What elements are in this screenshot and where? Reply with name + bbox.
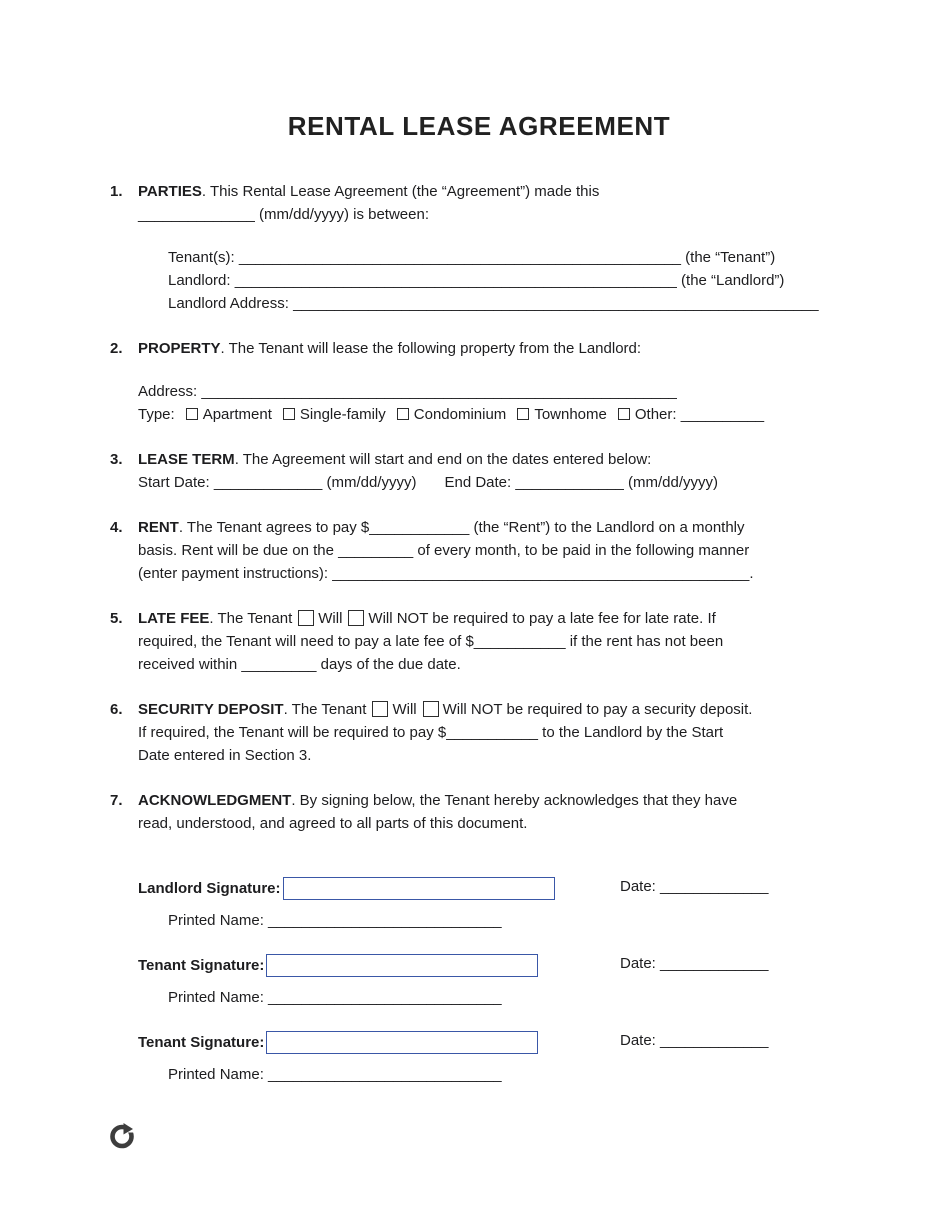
document-title: RENTAL LEASE AGREEMENT xyxy=(287,111,671,141)
apartment-checkbox[interactable] xyxy=(186,408,198,420)
security-deposit-line-3: Date entered in Section 3. xyxy=(138,747,312,764)
parties-fields xyxy=(168,246,848,315)
apartment-option xyxy=(186,406,272,423)
property-type-label: Type: xyxy=(138,406,175,423)
late-fee-will-checkbox[interactable] xyxy=(298,610,314,626)
parties-date-blank-line: ______________ (mm/dd/yyyy) is between: xyxy=(138,206,430,223)
landlord-signature-group xyxy=(138,876,848,932)
tenant-signature-label-2: Tenant Signature: xyxy=(138,1033,265,1051)
other-checkbox[interactable] xyxy=(618,408,630,420)
tenant-signature-label-1: Tenant Signature: xyxy=(138,956,265,974)
security-deposit-will-not-checkbox[interactable] xyxy=(423,701,439,717)
landlord-signature-date: Date: _____________ xyxy=(620,878,769,895)
late-fee-line-2: required, the Tenant will need to pay a late fee of $___________ if the rent has not been xyxy=(138,633,724,650)
section-rent xyxy=(110,516,848,585)
townhome-label: Townhome xyxy=(534,406,607,423)
signature-block xyxy=(138,876,848,1086)
condominium-checkbox[interactable] xyxy=(397,408,409,420)
acknowledgment-line-1 xyxy=(138,789,848,812)
tenant-name-line: Tenant(s): _____________________________________________________ (the “Tenant”) xyxy=(168,249,776,266)
rent-line-3: (enter payment instructions): __________________________________________________. xyxy=(138,565,754,582)
tenant-signature-date-1: Date: _____________ xyxy=(620,955,769,972)
acknowledgment-number: 7. xyxy=(110,792,123,809)
rent-heading: RENT xyxy=(138,519,179,536)
lease-term-number: 3. xyxy=(110,451,123,468)
other-option xyxy=(618,406,764,423)
tenant-signature-group-1 xyxy=(138,953,848,1009)
parties-intro-line xyxy=(138,180,848,203)
tenant-printed-name-line-2: Printed Name: ____________________________ xyxy=(168,1066,502,1083)
rent-line-2: basis. Rent will be due on the _________ of every month, to be paid in the following manner xyxy=(138,542,750,559)
acknowledgment-line-1-text: . By signing below, the Tenant hereby acknowledges that they have xyxy=(291,792,738,809)
landlord-printed-name-line: Printed Name: ____________________________ xyxy=(168,912,502,929)
parties-intro-text: . This Rental Lease Agreement (the “Agreement”) made this xyxy=(201,183,600,200)
end-date-field: End Date: _____________ (mm/dd/yyyy) xyxy=(444,474,718,491)
security-deposit-will-checkbox[interactable] xyxy=(372,701,388,717)
section-security-deposit xyxy=(110,698,848,767)
circular-arrow-logo xyxy=(108,1122,136,1150)
late-fee-number: 5. xyxy=(110,610,123,627)
tenant-printed-name-line-1: Printed Name: ____________________________ xyxy=(168,989,502,1006)
late-fee-line-3: received within _________ days of the due date. xyxy=(138,656,461,673)
property-intro-line xyxy=(138,337,848,360)
other-label: Other: xyxy=(634,406,677,423)
landlord-signature-row xyxy=(138,876,848,900)
tenant-signature-row-2 xyxy=(138,1030,848,1054)
start-date-field: Start Date: _____________ (mm/dd/yyyy) xyxy=(138,474,417,491)
circular-arrow-icon xyxy=(108,1122,136,1150)
late-fee-intro-text: . The Tenant xyxy=(209,610,293,627)
tenant-signature-input-1[interactable] xyxy=(266,954,538,977)
section-property xyxy=(110,337,848,426)
late-fee-heading: LATE FEE xyxy=(138,610,210,627)
late-fee-will-not-checkbox[interactable] xyxy=(348,610,364,626)
lease-term-heading: LEASE TERM xyxy=(138,451,235,468)
single-family-checkbox[interactable] xyxy=(283,408,295,420)
tenant-signature-row-1 xyxy=(138,953,848,977)
landlord-signature-label: Landlord Signature: xyxy=(138,879,281,897)
condominium-option xyxy=(397,406,507,423)
property-heading: PROPERTY xyxy=(138,340,221,357)
rent-line-1 xyxy=(138,516,848,539)
tenant-signature-input-2[interactable] xyxy=(266,1031,538,1054)
tenant-signature-group-2 xyxy=(138,1030,848,1086)
rent-number: 4. xyxy=(110,519,123,536)
townhome-checkbox[interactable] xyxy=(517,408,529,420)
lease-term-intro-line xyxy=(138,448,848,471)
security-deposit-line-2: If required, the Tenant will be required to pay $___________ to the Landlord by the Start xyxy=(138,724,724,741)
lease-term-intro-text: . The Agreement will start and end on the dates entered below: xyxy=(234,451,652,468)
section-lease-term xyxy=(110,448,848,494)
section-parties xyxy=(110,180,848,315)
rent-line-1-text: . The Tenant agrees to pay $____________ (the “Rent”) to the Landlord on a monthly xyxy=(178,519,745,536)
security-deposit-will-label: Will xyxy=(392,701,417,718)
parties-heading: PARTIES xyxy=(138,183,202,200)
late-fee-will-not-text: Will NOT be required to pay a late fee for late rate. If xyxy=(368,610,716,627)
late-fee-line-1 xyxy=(138,607,848,630)
property-intro-text: . The Tenant will lease the following property from the Landlord: xyxy=(220,340,642,357)
tenant-signature-date-2: Date: _____________ xyxy=(620,1032,769,1049)
townhome-option xyxy=(517,406,607,423)
section-late-fee xyxy=(110,607,848,676)
other-blank: __________ xyxy=(680,406,765,423)
security-deposit-will-not-text: Will NOT be required to pay a security deposit. xyxy=(442,701,753,718)
property-number: 2. xyxy=(110,340,123,357)
security-deposit-line-1 xyxy=(138,698,848,721)
apartment-label: Apartment xyxy=(202,406,272,423)
condominium-label: Condominium xyxy=(413,406,507,423)
acknowledgment-line-2: read, understood, and agreed to all parts of this document. xyxy=(138,815,528,832)
single-family-option xyxy=(283,406,386,423)
landlord-name-line: Landlord: _____________________________________________________ (the “Landlord”) xyxy=(168,272,785,289)
landlord-address-line: Landlord Address: _______________________________________________________________ xyxy=(168,295,819,312)
lease-term-dates-line xyxy=(138,471,848,494)
security-deposit-heading: SECURITY DEPOSIT xyxy=(138,701,284,718)
late-fee-will-label: Will xyxy=(318,610,343,627)
parties-number: 1. xyxy=(110,183,123,200)
section-acknowledgment xyxy=(110,789,848,835)
landlord-signature-input[interactable] xyxy=(283,877,555,900)
single-family-label: Single-family xyxy=(299,406,386,423)
property-type-line xyxy=(138,403,848,426)
property-address-line: Address: _________________________________________________________ xyxy=(138,383,677,400)
acknowledgment-heading: ACKNOWLEDGMENT xyxy=(138,792,292,809)
security-deposit-number: 6. xyxy=(110,701,123,718)
security-deposit-intro-text: . The Tenant xyxy=(283,701,367,718)
